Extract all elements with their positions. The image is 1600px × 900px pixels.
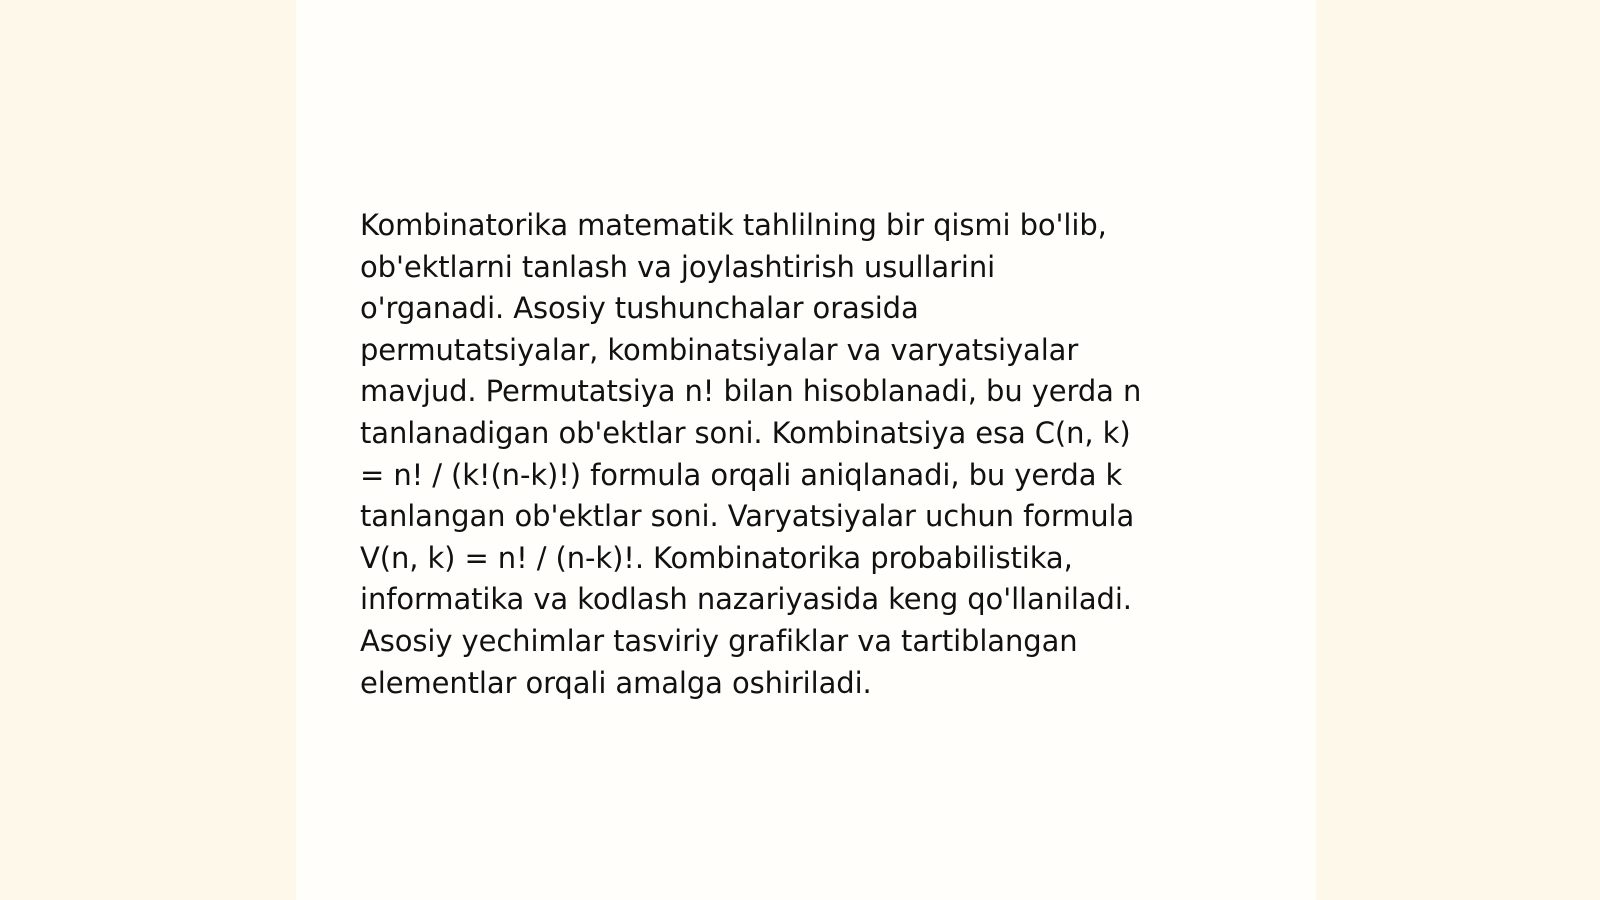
paragraph-line-4: permutatsiyalar, kombinatsiyalar va varyatsiyalar: [360, 332, 1079, 367]
paragraph-line-5: mavjud. Permutatsiya n! bilan hisoblanadi, bu yerda n: [360, 374, 1142, 409]
paragraph-line-7: = n! / (k!(n-k)!) formula orqali aniqlanadi, bu yerda k: [360, 457, 1123, 492]
paragraph-line-10: informatika va kodlash nazariyasida keng qo'llaniladi.: [360, 582, 1132, 617]
paragraph-line-11: Asosiy yechimlar tasviriy grafiklar va tartiblangan: [360, 623, 1078, 658]
paragraph-line-2: ob'ektlarni tanlash va joylashtirish usullarini: [360, 249, 996, 284]
paragraph-line-8: tanlangan ob'ektlar soni. Varyatsiyalar uchun formula: [360, 499, 1135, 534]
paragraph-line-9: V(n, k) = n! / (n-k)!. Kombinatorika probabilistika,: [360, 540, 1073, 575]
body-paragraph: [360, 205, 1240, 704]
paragraph-line-3: o'rganadi. Asosiy tushunchalar orasida: [360, 291, 919, 326]
paragraph-line-12: elementlar orqali amalga oshiriladi.: [360, 665, 872, 700]
paragraph-line-6: tanlanadigan ob'ektlar soni. Kombinatsiya esa C(n, k): [360, 415, 1131, 450]
paragraph-line-1: Kombinatorika matematik tahlilning bir qismi bo'lib,: [360, 208, 1107, 242]
document-page: [296, 0, 1316, 900]
